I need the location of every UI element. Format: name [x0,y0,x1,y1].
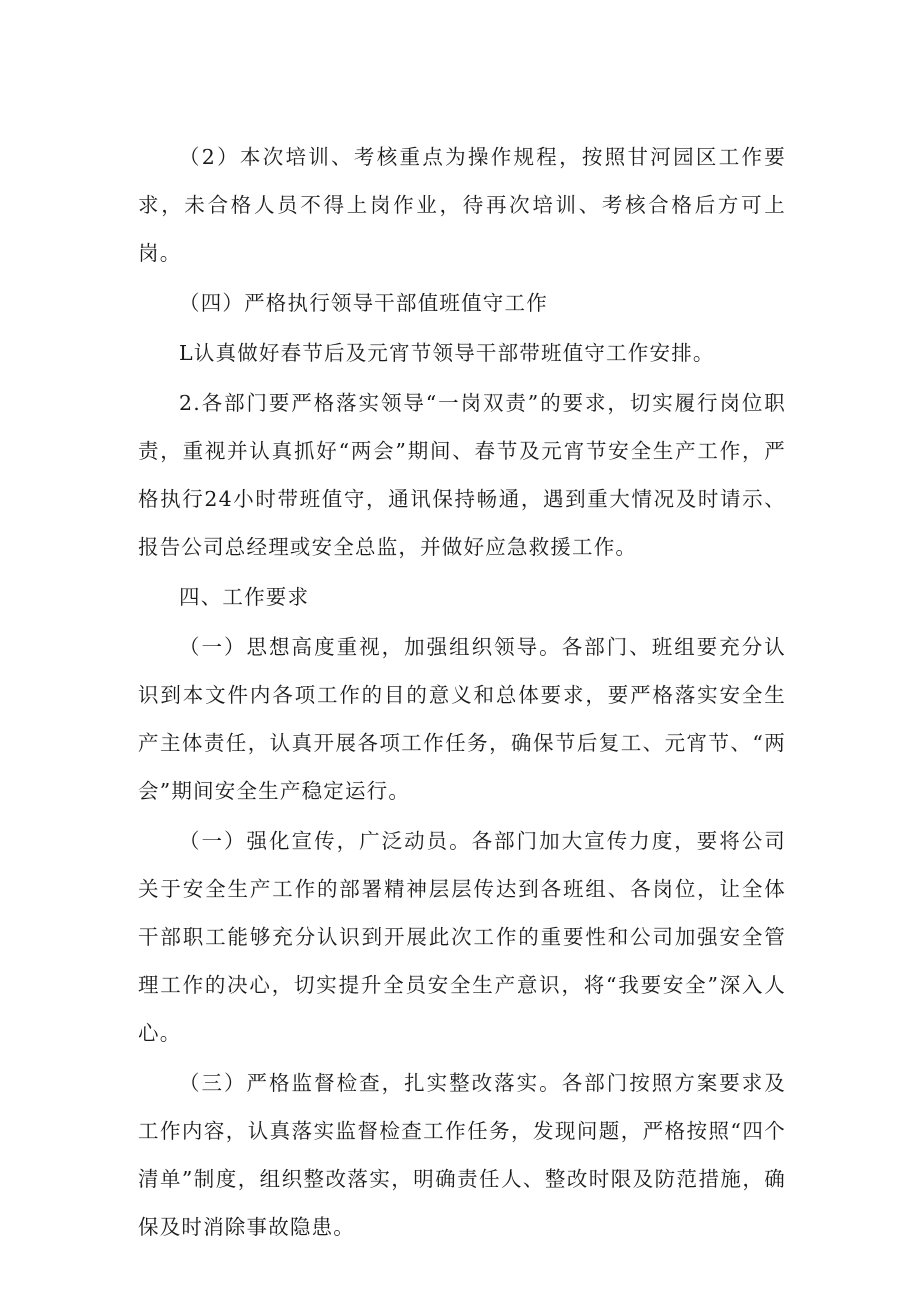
paragraph-duty-item-1: L认真做好春节后及元宵节领导干部带班值守工作安排。 [179,341,715,365]
paragraph-requirement-publicity: （一）强化宣传，广泛动员。各部门加大宣传力度，要将公司关于安全生产工作的部署精神层层传达到各班组、各岗位，让全体干部职工能够充分认识到开展此次工作的重要性和公司加强安全管理工作的决心，切实提升全员安全生产意识，将“我要安全”深入人心。 [138,829,786,1045]
section-heading-work-requirements: 四、工作要求 [179,585,310,609]
paragraph-requirement-inspection: （三）严格监督检查，扎实整改落实。各部门按照方案要求及工作内容，认真落实监督检查工作任务，发现问题，严格按照“四个清单”制度，组织整改落实，明确责任人、整改时限及防范措施，确保及时消除事故隐患。 [138,1071,786,1239]
paragraph-duty-item-2: 2.各部门要严格落实领导“一岗双责”的要求，切实履行岗位职责，重视并认真抓好“两会”期间、春节及元宵节安全生产工作，严格执行24小时带班值守，通讯保持畅通，遇到重大情况及时请示、报告公司总经理或安全总监，并做好应急救援工作。 [138,391,786,559]
paragraph-training-requirement: （2）本次培训、考核重点为操作规程，按照甘河园区工作要求，未合格人员不得上岗作业，待再次培训、考核合格后方可上岗。 [138,145,786,265]
section-heading-leader-duty: （四）严格执行领导干部值班值守工作 [179,291,548,315]
document-body [138,133,786,1251]
paragraph-requirement-leadership: （一）思想高度重视，加强组织领导。各部门、班组要充分认识到本文件内各项工作的目的意义和总体要求，要严格落实安全生产主体责任，认真开展各项工作任务，确保节后复工、元宵节、“两会”期间安全生产稳定运行。 [138,635,786,803]
